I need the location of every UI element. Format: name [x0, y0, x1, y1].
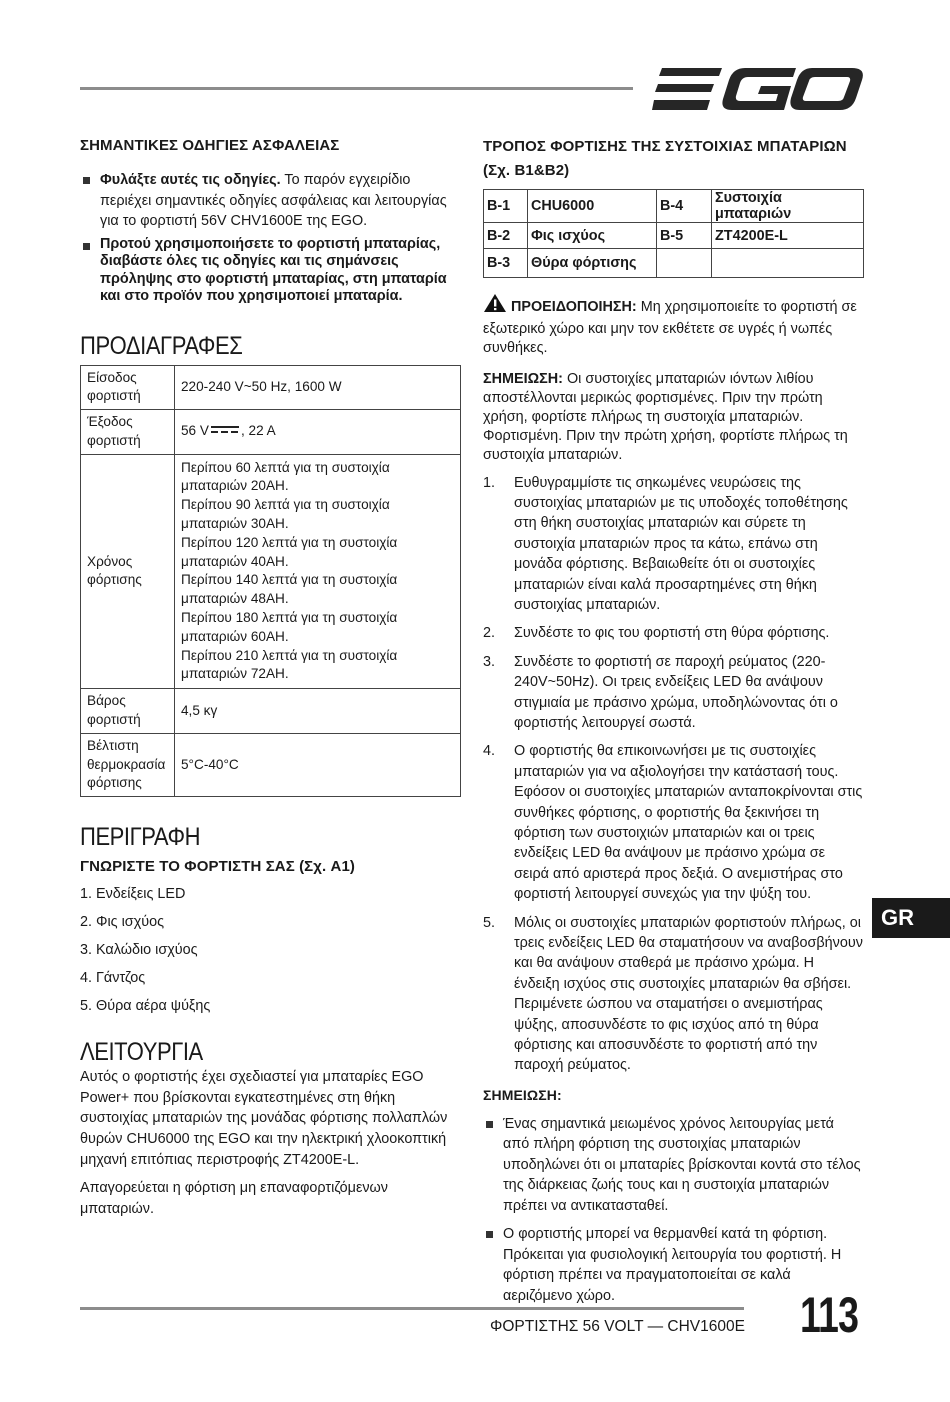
footer-rule [80, 1307, 744, 1310]
left-column [80, 135, 462, 1219]
safety-item: Φυλάξτε αυτές τις οδηγίες. Το παρόν εγχειρίδιο περιέχει σημαντικές οδηγίες ασφάλειας και λειτουργίας για το φορτιστή 56V CHV1600E της EGO. [80, 170, 462, 232]
note-paragraph: ΣΗΜΕΙΩΣΗ: Οι συστοιχίες μπαταριών ιόντων λιθίου αποστέλλονται μερικώς φορτισμένες. Πριν την πρώτη χρήση, φορτίστε πλήρως τη συστοιχία μπαταριών. Φορτισμένη. Πριν την πρώτη χρήση, φορτίστε πλήρως τη συστοιχία μπαταριών. [483, 370, 848, 463]
specs-table [80, 365, 461, 798]
list-item: 4. Γάντζος [80, 970, 146, 987]
safety-title: ΣΗΜΑΝΤΙΚΕΣ ΟΔΗΓΙΕΣ ΑΣΦΑΛΕΙΑΣ [80, 137, 340, 154]
steps-list [483, 473, 863, 1076]
list-item: 1. Ευθυγραμμίστε τις σηκωμένες νευρώσεις της συστοιχίας μπαταριών με τις υποδοχές τοποθέτησης στη θήκη συστοιχίας μπαταριών και σύρετε τη συστοιχία μπαταριών προς τα κάτω, επάνω στη μονάδα φόρτισης. Βεβαιωθείτε ότι οι συστοιχίες μπαταριών είναι καλά προσαρτημένες στη θήκη συστοιχίας μπαταριών. [483, 474, 848, 613]
note2-label: ΣΗΜΕΙΩΣΗ: [483, 1086, 562, 1103]
table-row: B-3 Θύρα φόρτισης [484, 249, 864, 278]
spec-label: Χρόνος φόρτισης [81, 454, 175, 689]
right-column [483, 135, 863, 1306]
table-row: B-1 CHU6000 B-4 Συστοιχία μπαταριών [484, 190, 864, 223]
note2-list [483, 1114, 863, 1307]
warning-icon [483, 293, 507, 320]
spec-value: Περίπου 60 λεπτά για τη συστοιχία μπαταριών 20AH. Περίπου 90 λεπτά για τη συστοιχία μπαταριών 30AH. Περίπου 120 λεπτά για τη συστοιχία μπαταριών 40AH. Περίπου 140 λεπτά για τη συστοιχία μπαταριών 48AH. Περίπου 180 λεπτά για τη συστοιχία μπαταριών 60AH. Περίπου 210 λεπτά για τη συστοιχία μπαταριών 72AH. [175, 454, 461, 689]
spec-label: Έξοδος φορτιστή [81, 410, 175, 455]
list-item: 2. Φις ισχύος [80, 914, 165, 931]
spec-value: 5°C-40°C [175, 733, 461, 796]
list-item: 2. Συνδέστε το φις του φορτιστή στη θύρα φόρτισης. [483, 625, 830, 642]
list-item: 5. Θύρα αέρα ψύξης [80, 998, 211, 1015]
dc-symbol-icon [211, 424, 239, 436]
spec-label: Είσοδος φορτιστή [81, 365, 175, 410]
table-row [81, 733, 461, 796]
table-row [81, 410, 461, 455]
list-item: Ένας σημαντικά μειωμένος χρόνος λειτουργίας μετά από πλήρη φόρτιση της συστοιχίας μπαταριών υποδηλώνει ότι οι μπαταρίες βρίσκονται κοντά στο τέλος της διάρκειας ζωής τους και η συστοιχία μπαταριών πρέπει να αντικατασταθεί. [483, 1114, 863, 1217]
spec-value: 56 V , 22 A [175, 410, 461, 455]
header-rule [80, 87, 633, 90]
footer-title: ΦΟΡΤΙΣΤΗΣ 56 VOLT — CHV1600E [490, 1318, 745, 1335]
list-item: 3. Συνδέστε το φορτιστή σε παροχή ρεύματος (220-240V~50Hz). Οι τρεις ενδείξεις LED θα ανάψουν στιγμιαία με πράσινο χρώμα, υποδηλώνοντας ότι ο φορτιστής λειτουργεί σωστά. [483, 653, 838, 731]
list-item: 1. Ενδείξεις LED [80, 886, 186, 903]
safety-list [80, 170, 462, 306]
list-item: 3. Καλώδιο ισχύος [80, 942, 198, 959]
specs-title: ΠΡΟΔΙΑΓΡΑΦΕΣ [80, 331, 243, 360]
warning-paragraph: ΠΡΟΕΙΔΟΠΟΙΗΣΗ: Μη χρησιμοποιείτε το φορτιστή σε εξωτερικό χώρο και μην τον εκθέτετε σε υγρές ή νωπές συνθήκες. [483, 293, 863, 359]
list-item: 5. Μόλις οι συστοιχίες μπαταριών φορτιστούν πλήρως, οι τρεις ενδείξεις LED θα σταματήσουν να αναβοσβήνουν και θα ανάψουν σταθερά με πράσινο χρώμα. Η ένδειξη ισχύος στις συστοιχίες μπαταριών θα σβήσει. Περιμένετε ώσπου να σταματήσει ο ανεμιστήρας ψύξης, αποσυνδέστε το φις ισχύος από τη θύρα φόρτισης και αποσυνδέστε το φορτιστή από την παροχή ρεύματος. [483, 914, 863, 1074]
table-row [81, 365, 461, 410]
table-row [81, 454, 461, 689]
language-tab: GR [872, 898, 950, 938]
operation-paragraph: Αυτός ο φορτιστής έχει σχεδιαστεί για μπαταρίες EGO Power+ που βρίσκονται εγκατεστημένες στη θήκη συστοιχίας μπαταριών της μονάδας φόρτισης πολλαπλών θυρών CHU6000 της EGO και την ηλεκτρική χλοοκοπτική μηχανή επιτόπιας περιστροφής ZT4200E-L. [80, 1069, 448, 1168]
page-number: 113 [800, 1287, 859, 1343]
description-title: ΠΕΡΙΓΡΑΦΗ [80, 823, 201, 852]
operation-paragraph: Απαγορεύεται η φόρτιση μη επαναφορτιζόμενων μπαταριών. [80, 1180, 388, 1217]
parts-table [483, 189, 864, 278]
list-item: 4. Ο φορτιστής θα επικοινωνήσει με τις συστοιχίες μπαταριών για να αξιολογήσει την κατάστασή τους. Εφόσον οι συστοιχίες μπαταριών ανταποκρίνονται στις συνθήκες φόρτισης, ο φορτιστής θα ξεκινήσει τη φόρτιση των συστοιχιών μπαταριών και οι τρεις ενδείξεις LED θα ανάψουν με πράσινο χρώμα σε σειρά από αριστερά προς δεξιά. Ο ανεμιστήρας στο φορτιστή λειτουργεί συνεχώς για την ψύξη του. [483, 743, 863, 903]
spec-label: Βάρος φορτιστή [81, 689, 175, 734]
parts-list [80, 884, 462, 1016]
ego-logo [652, 66, 864, 117]
charging-title: ΤΡΟΠΟΣ ΦΟΡΤΙΣΗΣ ΤΗΣ ΣΥΣΤΟΙΧΙΑΣ ΜΠΑΤΑΡΙΩΝ (Σχ. B1&B2) [483, 138, 847, 179]
safety-item: Προτού χρησιμοποιήσετε το φορτιστή μπαταρίας, διαβάστε όλες τις οδηγίες και τις σημάνσεις πρόληψης στο φορτιστή μπαταρίας, στη μπαταρία και στο προϊόν που χρησιμοποιεί μπαταρία. [80, 236, 462, 306]
description-subtitle: ΓΝΩΡΙΣΤΕ ΤΟ ΦΟΡΤΙΣΤΗ ΣΑΣ (Σχ. A1) [80, 858, 356, 876]
table-row: B-2 Φις ισχύος B-5 ZT4200E-L [484, 223, 864, 249]
table-row [81, 689, 461, 734]
spec-label: Βέλτιστη θερμοκρασία φόρτισης [81, 733, 175, 796]
spec-value: 220-240 V~50 Hz, 1600 W [175, 365, 461, 410]
list-item: Ο φορτιστής μπορεί να θερμανθεί κατά τη φόρτιση. Πρόκειται για φυσιολογική λειτουργία του φορτιστή. Η φόρτιση πρέπει να πραγματοποιείται σε καλά αεριζόμενο χώρο. [483, 1224, 863, 1306]
spec-value: 4,5 κγ [175, 689, 461, 734]
operation-title: ΛΕΙΤΟΥΡΓΙΑ [80, 1038, 203, 1067]
